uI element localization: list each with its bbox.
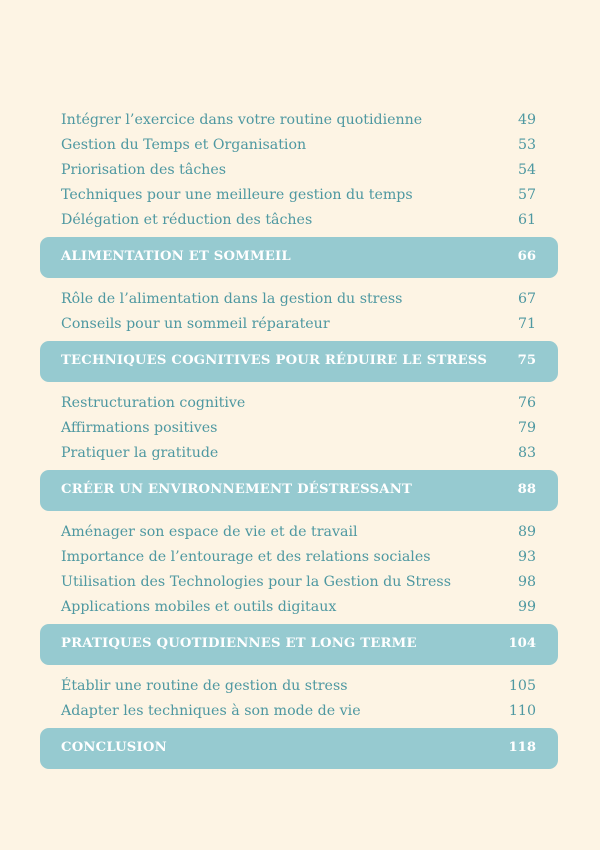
- toc-section-header[interactable]: [40, 237, 558, 278]
- entry-title: Techniques pour une meilleure gestion du temps: [61, 187, 413, 203]
- toc-entry[interactable]: [40, 159, 558, 184]
- entry-title: Pratiquer la gratitude: [61, 445, 219, 461]
- toc-section-header[interactable]: [40, 470, 558, 511]
- entry-title: Délégation et réduction des tâches: [61, 212, 313, 228]
- entry-title: Applications mobiles et outils digitaux: [61, 599, 337, 615]
- entry-title: Rôle de l’alimentation dans la gestion du stress: [61, 291, 403, 307]
- toc-entry[interactable]: [40, 521, 558, 546]
- toc-entry[interactable]: [40, 313, 558, 338]
- table-of-contents: [40, 109, 558, 779]
- toc-section-header[interactable]: [40, 341, 558, 382]
- entry-title: Gestion du Temps et Organisation: [61, 137, 307, 153]
- entry-page-number: 105: [508, 678, 536, 694]
- toc-entry[interactable]: [40, 134, 558, 159]
- entry-page-number: 93: [517, 549, 536, 565]
- toc-entry[interactable]: [40, 596, 558, 621]
- section-title: CRÉER UN ENVIRONNEMENT DÉSTRESSANT: [61, 482, 412, 497]
- toc-section-header[interactable]: [40, 624, 558, 665]
- toc-entry[interactable]: [40, 184, 558, 209]
- toc-entry[interactable]: [40, 392, 558, 417]
- toc-entry[interactable]: [40, 546, 558, 571]
- entry-title: Établir une routine de gestion du stress: [61, 678, 348, 694]
- section-page-number: 75: [517, 353, 536, 368]
- entry-page-number: 71: [517, 316, 536, 332]
- entry-title: Adapter les techniques à son mode de vie: [61, 703, 361, 719]
- entry-title: Aménager son espace de vie et de travail: [61, 524, 358, 540]
- entry-page-number: 76: [517, 395, 536, 411]
- entry-title: Priorisation des tâches: [61, 162, 227, 178]
- entry-page-number: 54: [517, 162, 536, 178]
- entry-page-number: 83: [517, 445, 536, 461]
- toc-entry[interactable]: [40, 288, 558, 313]
- toc-section-header[interactable]: [40, 728, 558, 769]
- toc-entry[interactable]: [40, 571, 558, 596]
- section-page-number: 66: [517, 249, 536, 264]
- entry-title: Importance de l’entourage et des relations sociales: [61, 549, 431, 565]
- section-title: PRATIQUES QUOTIDIENNES ET LONG TERME: [61, 636, 417, 651]
- section-page-number: 88: [517, 482, 536, 497]
- entry-page-number: 67: [517, 291, 536, 307]
- section-title: ALIMENTATION ET SOMMEIL: [61, 249, 291, 264]
- section-page-number: 104: [508, 636, 536, 651]
- entry-title: Affirmations positives: [61, 420, 218, 436]
- toc-entry[interactable]: [40, 109, 558, 134]
- entry-page-number: 53: [517, 137, 536, 153]
- entry-page-number: 110: [508, 703, 536, 719]
- toc-entry[interactable]: [40, 209, 558, 234]
- entry-title: Conseils pour un sommeil réparateur: [61, 316, 330, 332]
- toc-entry[interactable]: [40, 675, 558, 700]
- entry-title: Restructuration cognitive: [61, 395, 246, 411]
- section-title: TECHNIQUES COGNITIVES POUR RÉDUIRE LE STRESS: [61, 353, 488, 368]
- entry-page-number: 57: [517, 187, 536, 203]
- entry-page-number: 79: [517, 420, 536, 436]
- toc-entry[interactable]: [40, 417, 558, 442]
- section-title: CONCLUSION: [61, 740, 167, 755]
- entry-page-number: 98: [517, 574, 536, 590]
- entry-title: Utilisation des Technologies pour la Gestion du Stress: [61, 574, 451, 590]
- entry-title: Intégrer l’exercice dans votre routine quotidienne: [61, 112, 423, 128]
- entry-page-number: 99: [517, 599, 536, 615]
- toc-entry[interactable]: [40, 700, 558, 725]
- section-page-number: 118: [508, 740, 536, 755]
- entry-page-number: 61: [517, 212, 536, 228]
- toc-entry[interactable]: [40, 442, 558, 467]
- entry-page-number: 89: [517, 524, 536, 540]
- entry-page-number: 49: [517, 112, 536, 128]
